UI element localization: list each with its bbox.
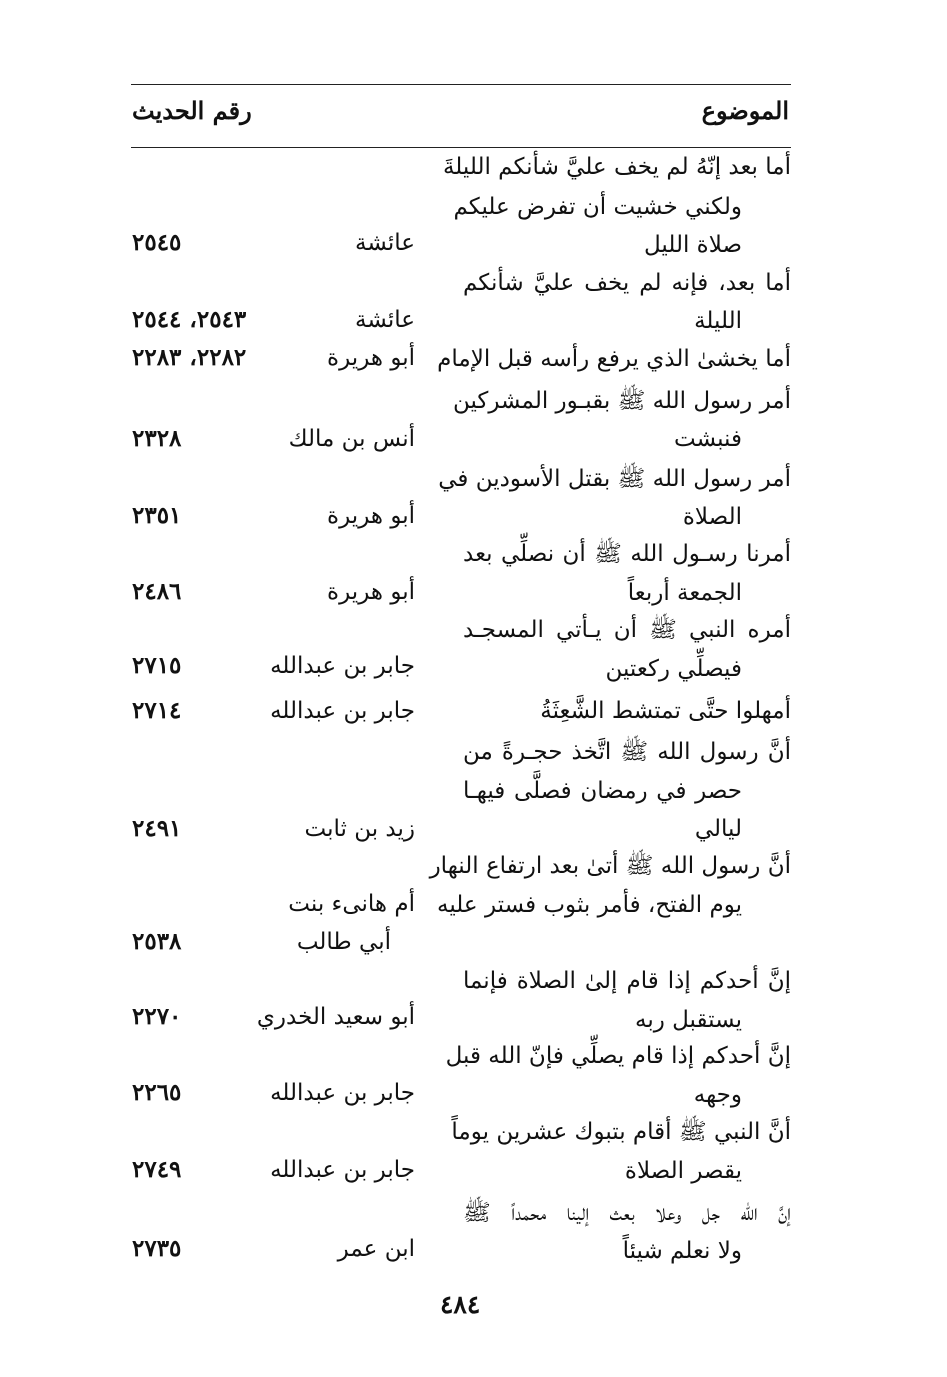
narrator: أبو سعيد الخدري: [256, 1004, 415, 1030]
topic-line: أنَّ النبي ﷺ أقام بتبوك عشرين يوماً: [451, 1119, 791, 1145]
topic-line: الصلاة: [682, 504, 742, 530]
hadith-number: ٢٢٨٢، ٢٢٨٣: [132, 344, 247, 371]
hadith-number: ٢٢٧٠: [132, 1003, 182, 1030]
narrator: جابر بن عبدالله: [270, 653, 415, 679]
narrator: أبو هريرة: [327, 579, 415, 605]
header-rule: [131, 147, 791, 148]
topic-line: يستقبل ربه: [634, 1007, 742, 1033]
hadith-number: ٢٥٤٥: [132, 229, 182, 256]
topic-line: أمر رسول الله ﷺ بقتل الأسودين في: [438, 466, 791, 492]
hadith-number: ٢٧٤٩: [132, 1156, 182, 1183]
topic-line: إنَّ أحدكم إذا قام يصلِّي فإنّ الله قبل: [445, 1043, 791, 1069]
narrator: أم هانىء بنت: [288, 891, 415, 917]
topic-line: الجمعة أربعاً: [627, 580, 742, 606]
topic-line: أمر رسول الله ﷺ بقبـور المشركين: [452, 388, 791, 414]
subject-column-header: الموضوع: [701, 96, 789, 125]
hadith-number: ٢٥٣٨: [132, 928, 182, 955]
narrator: جابر بن عبدالله: [270, 698, 415, 724]
topic-line: أنَّ رسول الله ﷺ أتىٰ بعد ارتفاع النهار: [429, 853, 791, 879]
narrator: زيد بن ثابت: [304, 816, 415, 842]
topic-line: أمره النبي ﷺ أن يـأتي المسجـد: [463, 617, 791, 643]
hadith-number: ٢٧٣٥: [132, 1235, 182, 1262]
topic-line: أما بعد إنّهُ لم يخف عليَّ شأنكم الليلةَ: [442, 154, 791, 180]
topic-line: فنبشت: [674, 426, 742, 452]
topic-line: الليلة: [694, 308, 742, 334]
topic-line: أما بعد، فإنه لم يخف عليَّ شأنكم: [463, 270, 791, 296]
topic-line: ولا نعلم شيئاً: [622, 1238, 742, 1264]
narrator: أبي طالب: [296, 929, 391, 955]
narrator: أبو هريرة: [327, 503, 415, 529]
hadith-number: ٢٤٩١: [132, 815, 182, 842]
topic-line: ولكني خشيت أن تفرض عليكم: [453, 194, 742, 220]
topic-line: ليالي: [694, 816, 742, 842]
narrator: جابر بن عبدالله: [270, 1080, 415, 1106]
topic-line: أمرنا رسـول الله ﷺ أن نصلِّي بعد: [463, 541, 791, 567]
topic-line: حصر في رمضان فصلَّى فيهـا: [463, 778, 742, 804]
narrator: ابن عمر: [337, 1236, 415, 1262]
topic-line: يوم الفتح، فأمر بثوب فستر عليه: [437, 892, 742, 918]
narrator: أبو هريرة: [327, 345, 415, 371]
narrator: عائشة: [355, 230, 415, 256]
topic-line: صلاة الليل: [644, 232, 742, 258]
topic-line: يقصر الصلاة: [624, 1158, 742, 1184]
hadith-number: ٢٣٥١: [132, 502, 182, 529]
narrator: عائشة: [355, 307, 415, 333]
topic-line: إنَّ أحدكم إذا قام إلىٰ الصلاة فإنما: [463, 968, 791, 994]
topic-line: وجهه: [693, 1082, 742, 1108]
topic-line: إنَّ الله جل وعلا بعث إلينا محمداً ﷺ: [463, 1200, 791, 1226]
topic-line: أما يخشىٰ الذي يرفع رأسه قبل الإمام: [437, 346, 791, 372]
topic-line: أمهلوا حتَّى تمتشط الشَّعِثَةُ: [540, 698, 791, 724]
hadith-number: ٢٤٨٦: [132, 578, 182, 605]
topic-line: فيصلِّي ركعتين: [605, 656, 742, 682]
narrator: جابر بن عبدالله: [270, 1157, 415, 1183]
hadith-number: ٢٧١٥: [132, 652, 182, 679]
hadith-number-column-header: رقم الحديث: [132, 96, 252, 125]
hadith-number: ٢٧١٤: [132, 697, 182, 724]
narrator: أنس بن مالك: [288, 426, 415, 452]
page-number: ٤٨٤: [440, 1290, 481, 1319]
hadith-number: ٢٥٤٣، ٢٥٤٤: [132, 306, 247, 333]
top-rule: [131, 84, 791, 85]
hadith-number: ٢٣٢٨: [132, 425, 182, 452]
hadith-number: ٢٢٦٥: [132, 1079, 182, 1106]
topic-line: أنَّ رسول الله ﷺ اتَّخذ حجـرةً من: [463, 739, 791, 765]
